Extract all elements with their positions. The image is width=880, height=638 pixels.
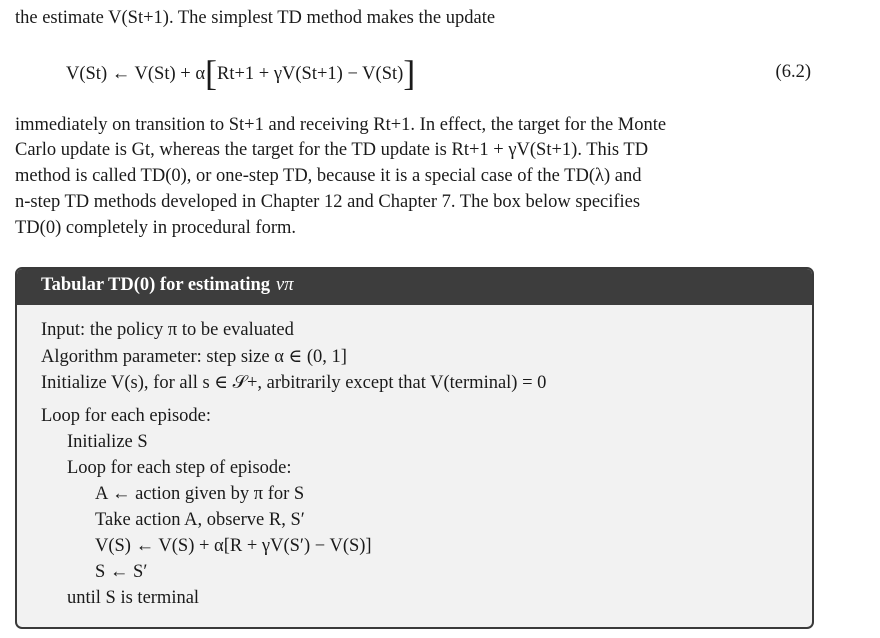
- equation-lhs: V(St) ← V(St) + α: [66, 64, 206, 84]
- equation-number: (6.2): [775, 62, 811, 82]
- algorithm-line-advance-state: S ← S′: [95, 562, 148, 582]
- algorithm-box-title: [41, 275, 294, 296]
- body-text-line-2: immediately on transition to St+1 and receiving Rt+1. In effect, the target for the Monte: [15, 115, 667, 135]
- algorithm-line-input: Input: the policy π to be evaluated: [41, 320, 294, 340]
- body-text-line-3: Carlo update is Gt, whereas the target for the TD update is Rt+1 + γV(St+1). This TD: [15, 140, 649, 160]
- equation-bracket-close: ]: [403, 53, 416, 93]
- algorithm-line-update: V(S) ← V(S) + α[R + γV(S′) − V(S)]: [95, 536, 372, 556]
- body-text-line-4: method is called TD(0), or one-step TD, because it is a special case of the TD(λ) and: [15, 166, 642, 186]
- algorithm-title-text: Tabular TD(0) for estimating: [41, 275, 271, 295]
- algorithm-line-choose-action: A ← action given by π for S: [95, 484, 305, 504]
- algorithm-line-loop-episode: Loop for each episode:: [41, 406, 212, 426]
- update-equation: [66, 55, 811, 91]
- algorithm-box-header: [17, 269, 812, 305]
- algorithm-line-until-terminal: until S is terminal: [67, 588, 200, 608]
- body-text-line-6: TD(0) completely in procedural form.: [15, 218, 296, 238]
- algorithm-title-symbol: vπ: [276, 275, 294, 295]
- algorithm-line-initialize-s: Initialize S: [67, 432, 148, 452]
- algorithm-line-initialize: Initialize V(s), for all s ∈ 𝒮+, arbitrarily except that V(terminal) = 0: [41, 373, 547, 393]
- body-text-line-1: the estimate V(St+1). The simplest TD method makes the update: [15, 8, 496, 28]
- algorithm-box: [15, 267, 814, 629]
- equation-bracket-open: [: [205, 53, 218, 93]
- algorithm-line-take-action: Take action A, observe R, S′: [95, 510, 305, 530]
- algorithm-line-loop-step: Loop for each step of episode:: [67, 458, 292, 478]
- body-text-line-5: n-step TD methods developed in Chapter 12 and Chapter 7. The box below specifies: [15, 192, 641, 212]
- algorithm-line-parameter: Algorithm parameter: step size α ∈ (0, 1]: [41, 347, 347, 367]
- equation-inner: Rt+1 + γV(St+1) − V(St): [217, 64, 404, 84]
